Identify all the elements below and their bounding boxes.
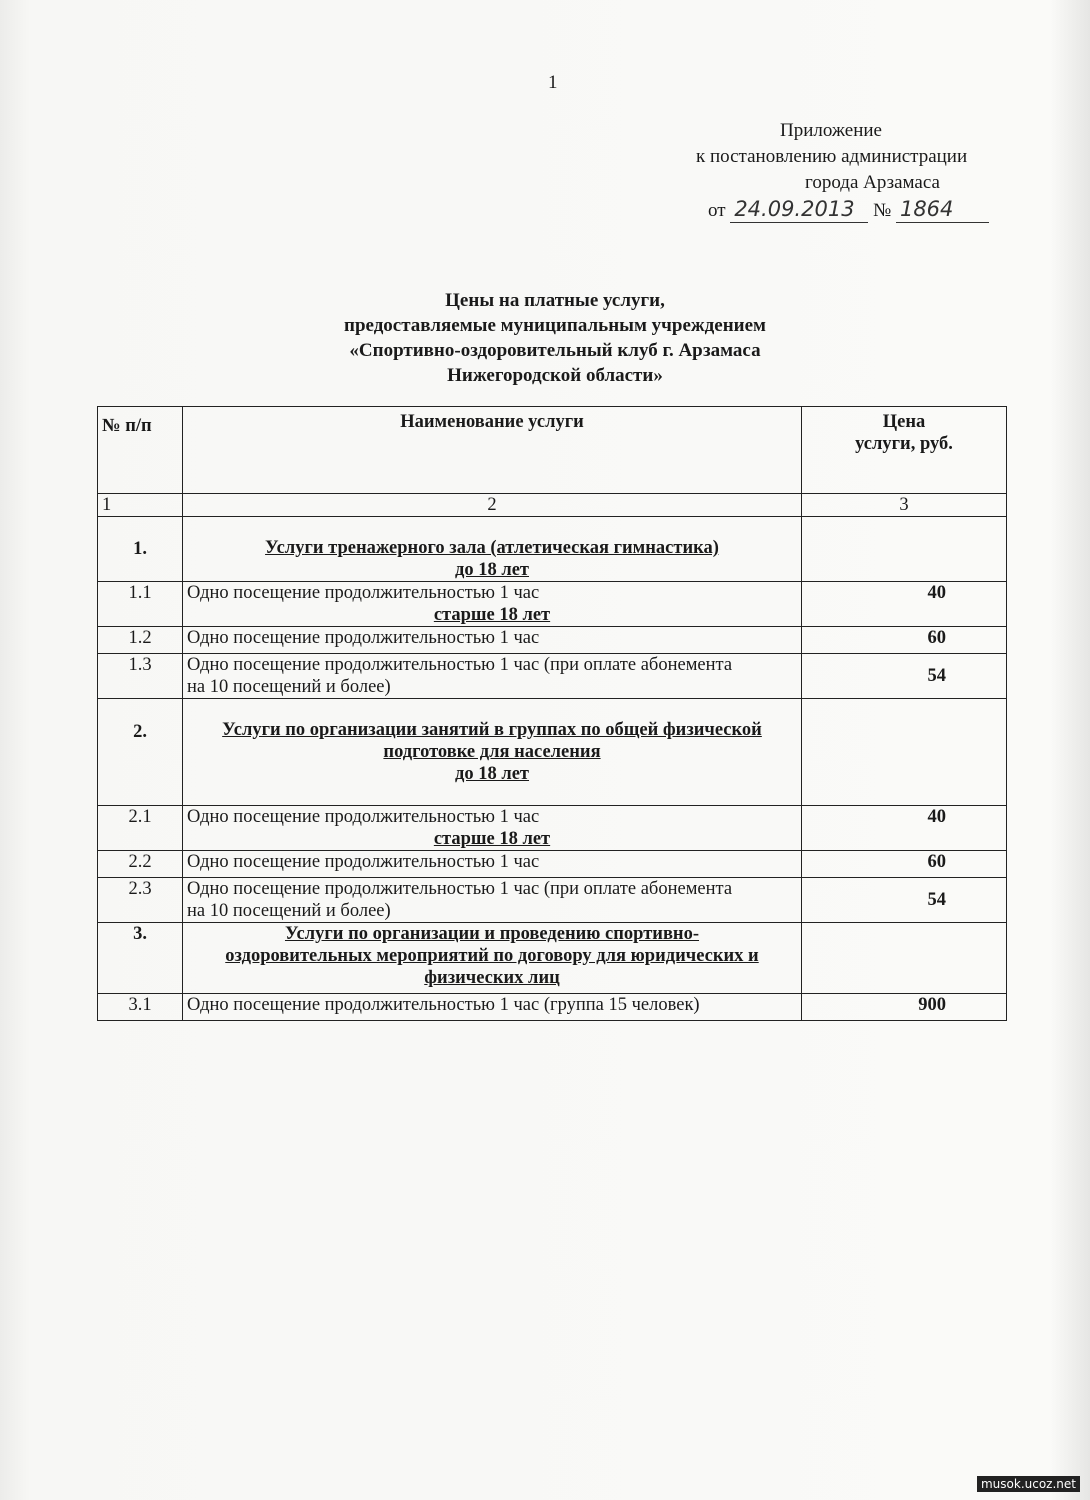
row-service — [183, 582, 802, 627]
table-header-row — [98, 407, 1007, 494]
table-row — [98, 582, 1007, 627]
row-number: 2.2 — [98, 851, 183, 878]
table-row — [98, 878, 1007, 923]
age-group-label: старше 18 лет — [433, 829, 551, 849]
header-service: Наименование услуги — [183, 407, 802, 494]
age-group-label: до 18 лет — [454, 764, 530, 784]
row-service-text-2: на 10 посещений и более) — [187, 677, 391, 697]
title-line-2: предоставляемые муниципальным учреждением — [344, 315, 766, 336]
handwritten-date: 24.09.2013 — [730, 196, 868, 223]
row-service: Одно посещение продолжительностью 1 час (группа 15 человек) — [183, 994, 802, 1021]
section-price-empty — [802, 699, 1007, 806]
section-price-empty — [802, 517, 1007, 582]
row-service-text: Одно посещение продолжительностью 1 час — [187, 807, 540, 827]
section-title-text-2: подготовке для населения — [383, 742, 601, 762]
section-number: 1. — [98, 517, 183, 582]
row-service-text-2: на 10 посещений и более) — [187, 901, 391, 921]
page-number: 1 — [548, 72, 558, 93]
row-number: 3.1 — [98, 994, 183, 1021]
date-prefix: от — [708, 200, 726, 221]
row-number: 1.2 — [98, 627, 183, 654]
column-number-row — [98, 494, 1007, 517]
age-group-label: до 18 лет — [454, 560, 530, 580]
table-row — [98, 627, 1007, 654]
document-title — [290, 288, 820, 388]
row-price: 40 — [802, 582, 1007, 627]
row-service — [183, 806, 802, 851]
number-prefix: № — [873, 200, 892, 221]
row-service-text: Одно посещение продолжительностью 1 час — [187, 583, 540, 603]
row-service-text: Одно посещение продолжительностью 1 час (при оплате абонемента — [187, 655, 733, 675]
section-number: 3. — [98, 923, 183, 994]
row-service — [183, 654, 802, 699]
row-price: 60 — [802, 851, 1007, 878]
row-number: 1.3 — [98, 654, 183, 699]
site-watermark: musok.ucoz.net — [977, 1476, 1080, 1492]
row-service-text: Одно посещение продолжительностью 1 час (при оплате абонемента — [187, 879, 733, 899]
section-title — [183, 517, 802, 582]
table-row — [98, 654, 1007, 699]
header-price-line1: Цена — [882, 412, 926, 432]
section-title — [183, 923, 802, 994]
section-title-text-3: физических лиц — [424, 968, 560, 988]
table-row — [98, 806, 1007, 851]
row-service — [183, 878, 802, 923]
section-title-text: Услуги по организации и проведению спортивно- — [284, 924, 700, 944]
row-number: 2.3 — [98, 878, 183, 923]
row-service: Одно посещение продолжительностью 1 час — [183, 851, 802, 878]
row-price: 60 — [802, 627, 1007, 654]
title-line-4: Нижегородской области» — [447, 365, 663, 386]
section-row — [98, 517, 1007, 582]
row-number: 1.1 — [98, 582, 183, 627]
title-line-3: «Спортивно-оздоровительный клуб г. Арзамаса — [349, 340, 761, 361]
appendix-block — [690, 118, 1010, 224]
section-title — [183, 699, 802, 806]
section-row — [98, 923, 1007, 994]
age-group-label: старше 18 лет — [433, 605, 551, 625]
row-number: 2.1 — [98, 806, 183, 851]
header-price-line2: услуги, руб. — [855, 434, 953, 454]
price-table — [97, 406, 1007, 1021]
section-price-empty — [802, 923, 1007, 994]
header-price — [802, 407, 1007, 494]
colnum-1: 1 — [98, 494, 183, 517]
colnum-3: 3 — [802, 494, 1007, 517]
row-price: 40 — [802, 806, 1007, 851]
row-price: 900 — [802, 994, 1007, 1021]
section-title-text: Услуги по организации занятий в группах по общей физической — [222, 720, 762, 740]
section-row — [98, 699, 1007, 806]
appendix-city: города Арзамаса — [805, 172, 940, 193]
section-title-text: Услуги тренажерного зала (атлетическая гимнастика) — [265, 538, 719, 558]
appendix-decree: к постановлению администрации — [696, 146, 968, 167]
title-line-1: Цены на платные услуги, — [445, 290, 665, 311]
table-row — [98, 994, 1007, 1021]
appendix-date-number — [690, 196, 1010, 224]
handwritten-number: 1864 — [896, 196, 989, 223]
section-title-text-2: оздоровительных мероприятий по договору для юридических и — [225, 946, 759, 966]
header-number: № п/п — [98, 407, 183, 494]
section-number: 2. — [98, 699, 183, 806]
colnum-2: 2 — [183, 494, 802, 517]
row-service: Одно посещение продолжительностью 1 час — [183, 627, 802, 654]
row-price: 54 — [802, 878, 1007, 923]
table-row — [98, 851, 1007, 878]
appendix-label: Приложение — [780, 120, 882, 141]
row-price: 54 — [802, 654, 1007, 699]
